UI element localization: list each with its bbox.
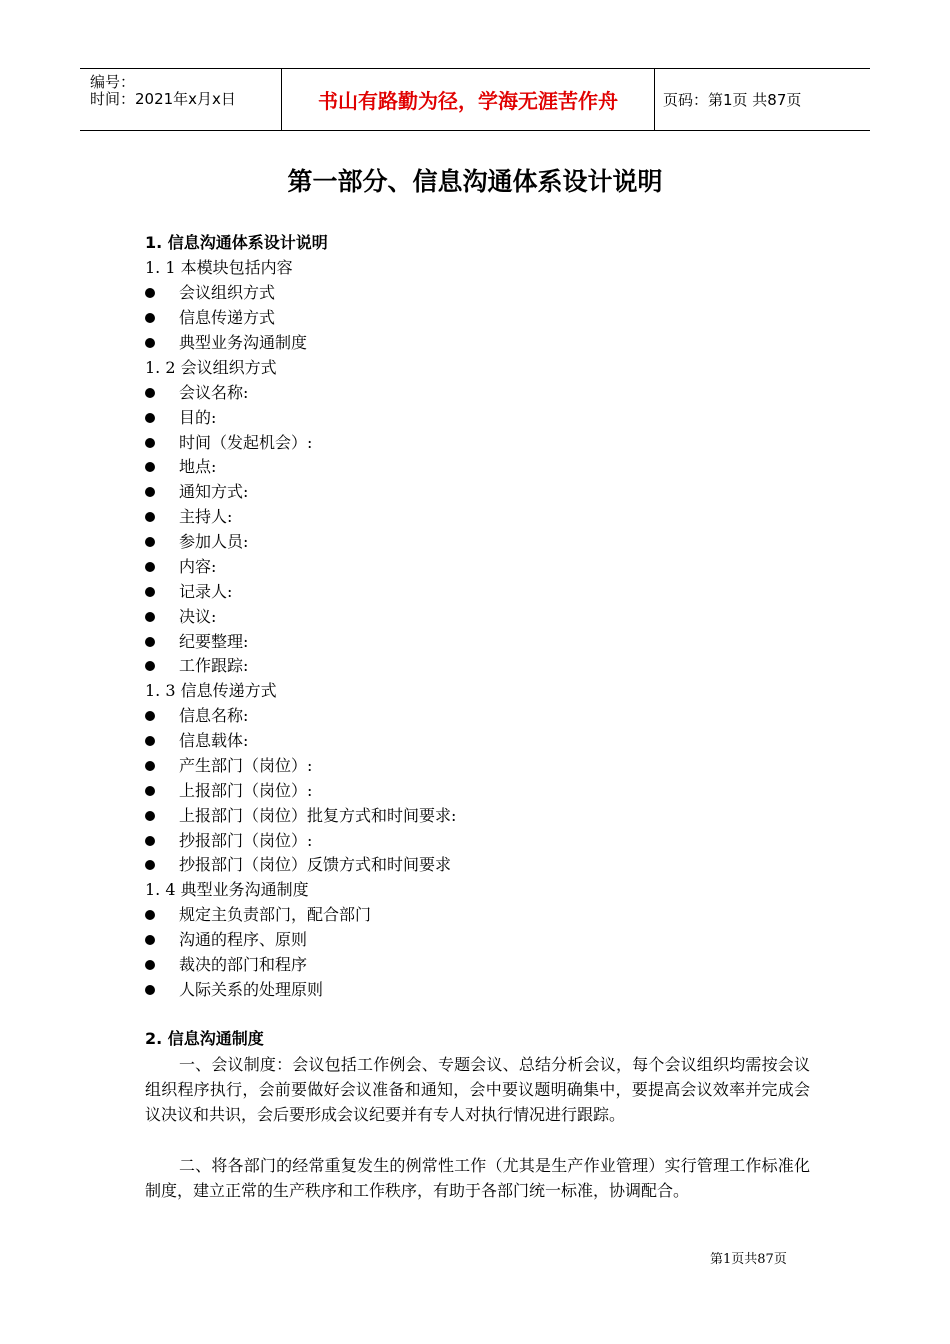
paragraph: 一、会议制度：会议包括工作例会、专题会议、总结分析会议，每个会议组织均需按会议组织程序执行，会前要做好会议准备和通知，会中要议题明确集中，要提高会议效率并完成会议决议和共识，会后要形成会议纪要并有专人对执行情况进行跟踪。 bbox=[145, 1055, 810, 1124]
bullet-icon bbox=[145, 288, 155, 298]
page-title: 第一部分、信息沟通体系设计说明 bbox=[287, 167, 663, 196]
subsection-heading: 1. 3 信息传递方式 bbox=[145, 681, 277, 700]
bullet-icon bbox=[145, 786, 155, 796]
bullet-icon bbox=[145, 587, 155, 597]
bullet-icon bbox=[145, 388, 155, 398]
header-motto-cell bbox=[281, 69, 655, 130]
bullet-icon bbox=[145, 736, 155, 746]
header-page-label: 页码：第1页 共87页 bbox=[663, 91, 802, 109]
document-time-label: 时间：2021年x月x日 bbox=[90, 90, 236, 108]
bullet-icon bbox=[145, 413, 155, 423]
bullet-icon bbox=[145, 438, 155, 448]
bullet-icon bbox=[145, 537, 155, 547]
section-heading: 2. 信息沟通制度 bbox=[145, 1029, 264, 1048]
bullet-icon bbox=[145, 910, 155, 920]
bullet-icon bbox=[145, 711, 155, 721]
bullet-icon bbox=[145, 761, 155, 771]
section-heading: 1. 信息沟通体系设计说明 bbox=[145, 233, 328, 252]
bullet-icon bbox=[145, 338, 155, 348]
bullet-icon bbox=[145, 935, 155, 945]
bullet-icon bbox=[145, 612, 155, 622]
bullet-icon bbox=[145, 811, 155, 821]
bullet-icon bbox=[145, 562, 155, 572]
subsection-heading: 1. 1 本模块包括内容 bbox=[145, 258, 293, 277]
page-footer: 第1页共87页 bbox=[710, 1252, 787, 1267]
bullet-icon bbox=[145, 637, 155, 647]
bullet-icon bbox=[145, 836, 155, 846]
document-number-label: 编号： bbox=[90, 73, 136, 91]
paragraph: 二、将各部门的经常重复发生的例常性工作（尤其是生产作业管理）实行管理工作标准化制度，建立正常的生产秩序和工作秩序，有助于各部门统一标准，协调配合。 bbox=[145, 1156, 810, 1200]
bullet-icon bbox=[145, 512, 155, 522]
bullet-icon bbox=[145, 462, 155, 472]
header-info-cell bbox=[80, 69, 281, 130]
document-header bbox=[80, 68, 870, 131]
subsection-heading: 1. 4 典型业务沟通制度 bbox=[145, 880, 309, 899]
subsection-heading: 1. 2 会议组织方式 bbox=[145, 358, 277, 377]
bullet-icon bbox=[145, 860, 155, 870]
bullet-icon bbox=[145, 487, 155, 497]
bullet-icon bbox=[145, 313, 155, 323]
bullet-icon bbox=[145, 985, 155, 995]
header-page-cell bbox=[655, 69, 870, 130]
motto-text: 书山有路勤为径，学海无涯苦作舟 bbox=[318, 89, 618, 113]
bullet-icon bbox=[145, 960, 155, 970]
bullet-icon bbox=[145, 661, 155, 671]
